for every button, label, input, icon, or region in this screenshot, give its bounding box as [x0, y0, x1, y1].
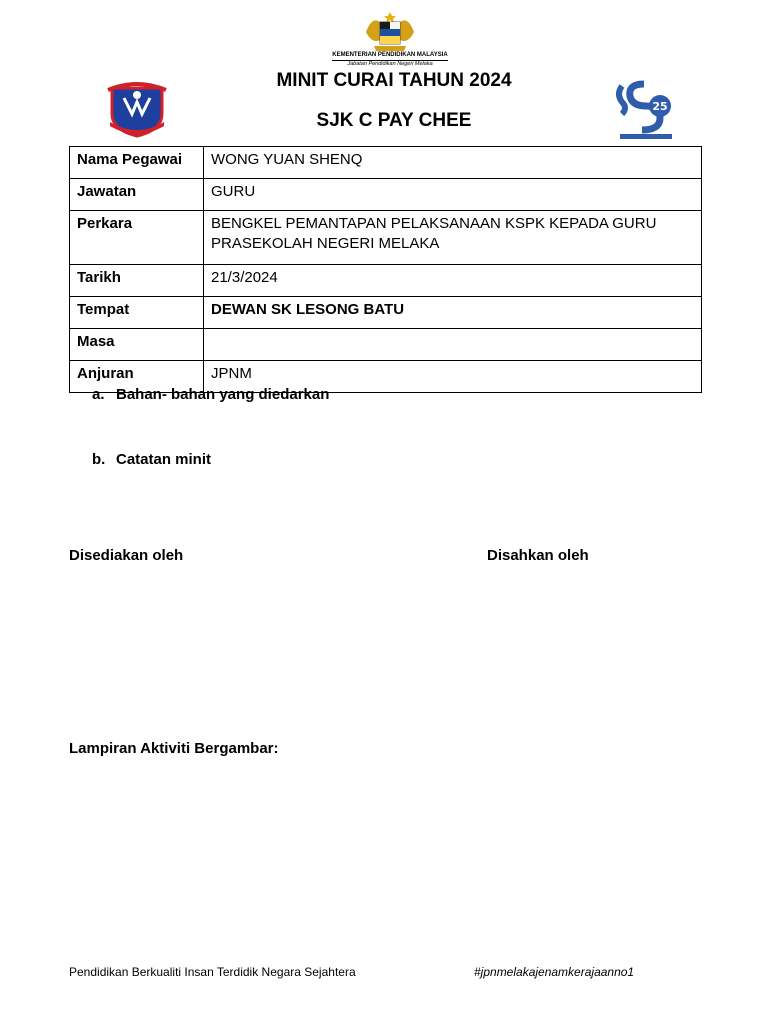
- attachment-heading: Lampiran Aktiviti Bergambar:: [69, 740, 279, 757]
- details-label: Perkara: [70, 211, 204, 265]
- details-value: DEWAN SK LESONG BATU: [204, 297, 702, 329]
- details-value: JPNM: [204, 361, 702, 393]
- approved-by-label: Disahkan oleh: [487, 547, 589, 564]
- footer-hashtag: #jpnmelakajenamkerajaanno1: [474, 965, 635, 979]
- section-a-marker: a.: [92, 386, 105, 403]
- school-name: SJK C PAY CHEE: [316, 110, 472, 131]
- details-label: Anjuran: [70, 361, 204, 393]
- details-row-jawatan: [70, 179, 702, 211]
- school-logo-icon: [104, 78, 170, 140]
- details-row-tempat: [70, 297, 702, 329]
- ministry-line: KEMENTERIAN PENDIDIKAN MALAYSIA: [332, 52, 448, 58]
- details-row-masa: [70, 329, 702, 361]
- details-value: 21/3/2024: [204, 265, 702, 297]
- document-title: MINIT CURAI TAHUN 2024: [276, 70, 512, 91]
- details-value: BENGKEL PEMANTAPAN PELAKSANAAN KSPK KEPADA GURU PRASEKOLAH NEGERI MELAKA: [204, 211, 702, 265]
- details-table: [69, 146, 702, 393]
- details-row-nama: [70, 147, 702, 179]
- details-label: Tarikh: [70, 265, 204, 297]
- details-value: [204, 329, 702, 361]
- section-a-label: Bahan- bahan yang diedarkan: [116, 386, 330, 403]
- prepared-by-label: Disediakan oleh: [69, 547, 184, 564]
- details-value: GURU: [204, 179, 702, 211]
- details-label: Masa: [70, 329, 204, 361]
- section-b-label: Catatan minit: [116, 451, 212, 468]
- footer-motto: Pendidikan Berkualiti Insan Terdidik Negara Sejahtera: [69, 965, 356, 979]
- details-value: WONG YUAN SHENQ: [204, 147, 702, 179]
- details-label: Jawatan: [70, 179, 204, 211]
- details-row-tarikh: [70, 265, 702, 297]
- details-label: Nama Pegawai: [70, 147, 204, 179]
- anniversary-number: 25: [652, 100, 668, 113]
- details-row-perkara: [70, 211, 702, 265]
- department-line: Jabatan Pendidikan Negeri Melaka: [347, 61, 433, 67]
- national-crest-icon: [362, 10, 418, 54]
- jpn-melaka-anniversary-logo-icon: [614, 80, 676, 142]
- section-b-marker: b.: [92, 451, 106, 468]
- details-label: Tempat: [70, 297, 204, 329]
